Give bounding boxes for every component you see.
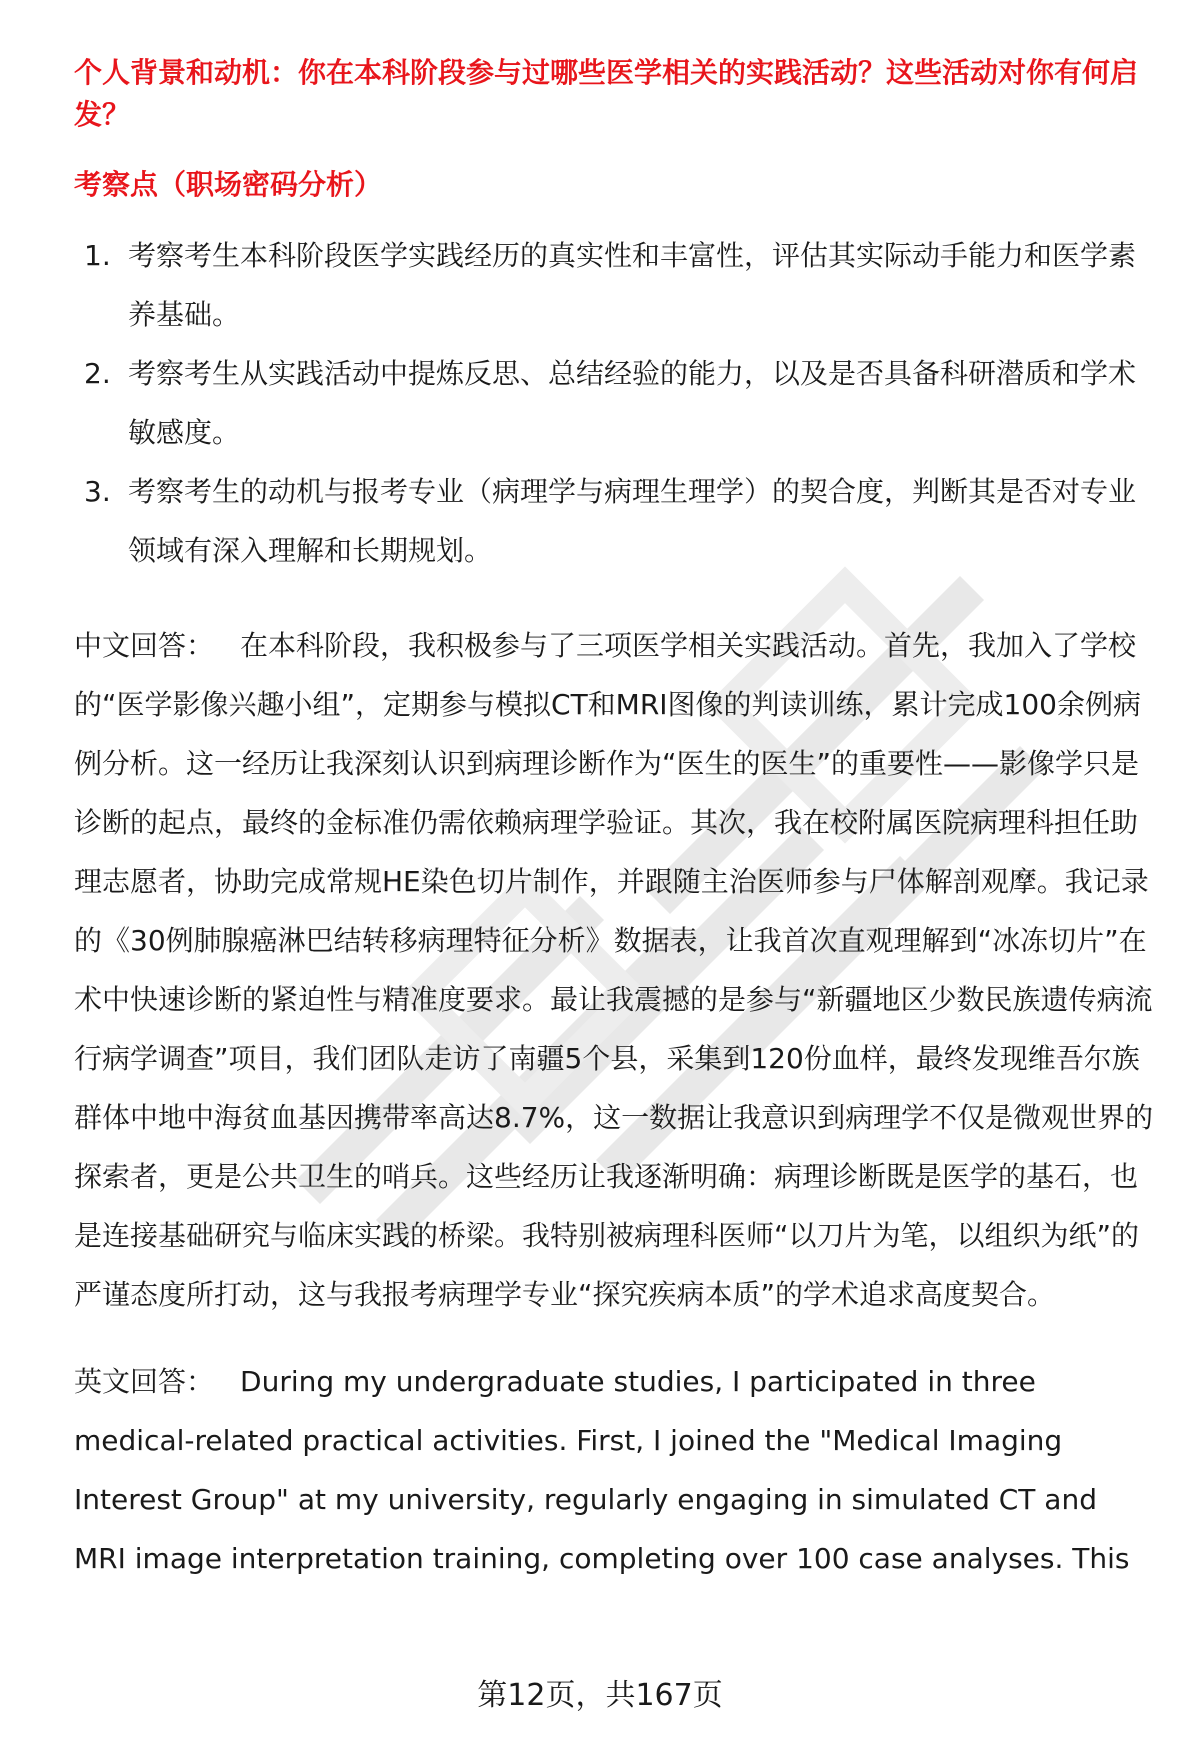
list-number: 3.: [84, 475, 111, 508]
list-item: [74, 226, 1154, 344]
document-page: [74, 52, 1154, 1588]
page-number-footer: 第12页，共167页: [477, 1678, 723, 1713]
assessment-points-list: [74, 226, 1154, 580]
list-item-text: 考察考生本科阶段医学实践经历的真实性和丰富性，评估其实际动手能力和医学素养基础。: [128, 239, 1137, 331]
chinese-answer: [74, 616, 1154, 1324]
list-item-text: 考察考生的动机与报考专业（病理学与病理生理学）的契合度，判断其是否对专业领域有深入理解和长期规划。: [128, 475, 1137, 567]
question-title: 个人背景和动机：你在本科阶段参与过哪些医学相关的实践活动？这些活动对你有何启发？: [74, 56, 1139, 131]
chinese-answer-label: 中文回答：: [74, 629, 215, 662]
section-title: 考察点（职场密码分析）: [74, 168, 383, 201]
chinese-answer-text: 在本科阶段，我积极参与了三项医学相关实践活动。首先，我加入了学校的“医学影像兴趣小组”，定期参与模拟CT和MRI图像的判读训练，累计完成100余例病例分析。这一经历让我深刻认识到病理诊断作为“医生的医生”的重要性——影像学只是诊断的起点，最终的金标准仍需依赖病理学验证。其次，我在校附属医院病理科担任助理志愿者，协助完成常规HE染色切片制作，并跟随主治医师参与尸体解剖观摩。我记录的《30例肺腺癌淋巴结转移病理特征分析》数据表，让我首次直观理解到“冰冻切片”在术中快速诊断的紧迫性与精准度要求。最让我震撼的是参与“新疆地区少数民族遗传病流行病学调查”项目，我们团队走访了南疆5个县，采集到120份血样，最终发现维吾尔族群体中地中海贫血基因携带率高达8.7%，这一数据让我意识到病理学不仅是微观世界的探索者，更是公共卫生的哨兵。这些经历让我逐渐明确：病理诊断既是医学的基石，也是连接基础研究与临床实践的桥梁。我特别被病理科医师“以刀片为笔，以组织为纸”的严谨态度所打动，这与我报考病理学专业“探究疾病本质”的学术追求高度契合。: [74, 629, 1154, 1311]
list-item: [74, 344, 1154, 462]
english-answer-text: During my undergraduate studies, I participated in three medical-related practical activities. First, I joined the "Medical Imaging Interest Group" at my university, regularly engaging in simulated CT and MRI image interpretation training, completing over 100 case analyses. This: [74, 1365, 1130, 1575]
list-number: 2.: [84, 357, 111, 390]
english-answer-label: 英文回答：: [74, 1365, 215, 1398]
english-answer: [74, 1352, 1154, 1588]
list-item-text: 考察考生从实践活动中提炼反思、总结经验的能力，以及是否具备科研潜质和学术敏感度。: [128, 357, 1137, 449]
list-number: 1.: [84, 239, 111, 272]
list-item: [74, 462, 1154, 580]
